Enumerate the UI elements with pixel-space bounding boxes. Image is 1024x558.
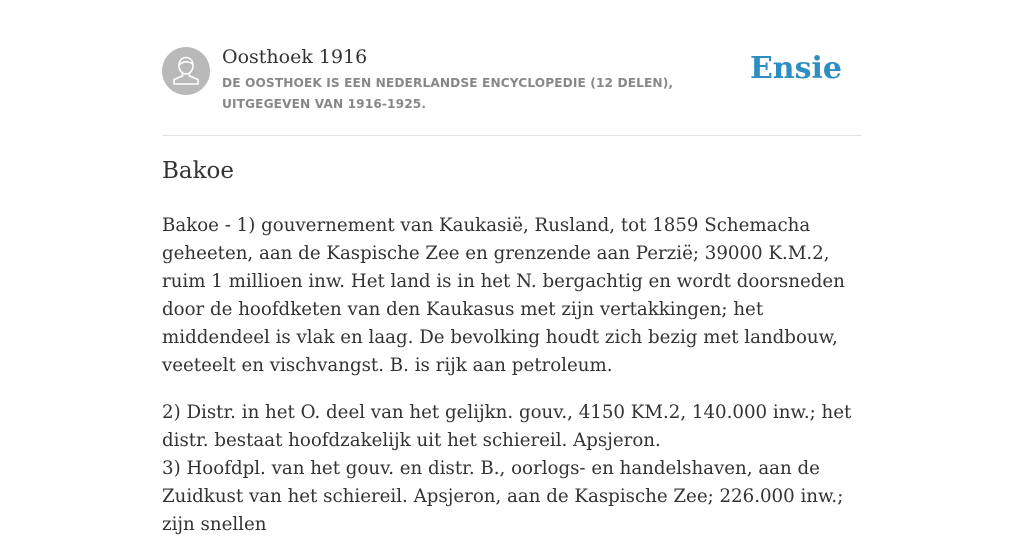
user-avatar-icon[interactable] [162,47,210,95]
header-divider [162,135,862,136]
article-line: 3) Hoofdpl. van het gouv. en distr. B., oorlogs- en handelshaven, aan de Zuidkust van het schiereil. Apsjeron, aan de Kaspische Zee; 226.000 inw.; zijn snellen [162,458,844,535]
ensie-logo[interactable]: Ensie [749,51,842,86]
article-body [162,212,862,558]
source-header [162,45,862,135]
source-description: DE OOSTHOEK IS EEN NEDERLANDSE ENCYCLOPEDIE (12 DELEN), UITGEGEVEN VAN 1916-1925. [222,76,674,111]
article-paragraph [162,399,862,539]
article-line: 2) Distr. in het O. deel van het gelijkn. gouv., 4150 KM.2, 140.000 inw.; het distr. bestaat hoofdzakelijk uit het schiereil. Apsjeron. [162,402,852,451]
article-paragraph: Bakoe - 1) gouvernement van Kaukasië, Rusland, tot 1859 Schemacha geheeten, aan de Kaspische Zee en grenzende aan Perzië; 39000 K.M.2, ruim 1 millioen inw. Het land is in het N. bergachtig en wordt doorsneden door de hoofdketen van den Kaukasus met zijn vertakkingen; het middendeel is vlak en laag. De bevolking houdt zich bezig met landbouw, veeteelt en vischvangst. B. is rijk aan petroleum. [162,215,845,376]
article-title: Bakoe [162,158,235,184]
source-title[interactable]: Oosthoek 1916 [222,46,368,68]
